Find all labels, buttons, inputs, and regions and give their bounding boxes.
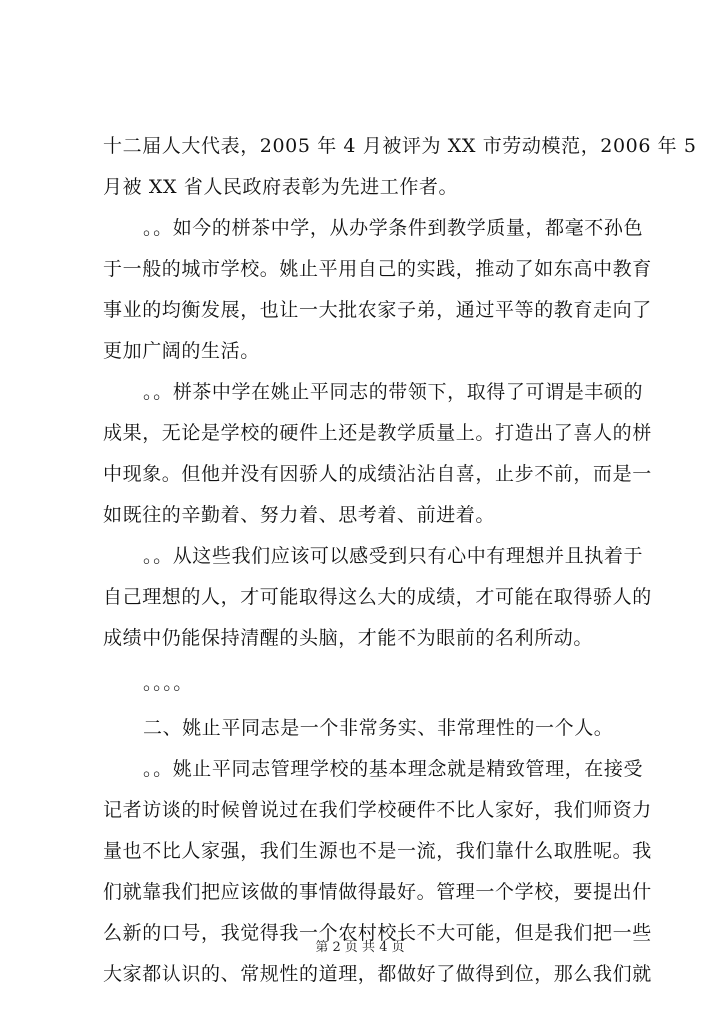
text-line: 么新的口号，我觉得我一个农村校长不大可能，但是我们把一些 bbox=[103, 922, 652, 944]
text-line: 月被 XX 省人民政府表彰为先进工作者。 bbox=[103, 176, 459, 198]
text-line: 。。姚止平同志管理学校的基本理念就是精致管理，在接受 bbox=[143, 758, 644, 780]
text-line: 。。栟茶中学在姚止平同志的带领下，取得了可谓是丰硕的 bbox=[143, 381, 644, 403]
text-line: 。。从这些我们应该可以感受到只有心中有理想并且执着于 bbox=[143, 545, 644, 567]
text-line: 记者访谈的时候曾说过在我们学校硬件不比人家好，我们师资力 bbox=[103, 799, 652, 821]
text-line: 中现象。但他并没有因骄人的成绩沾沾自喜，止步不前，而是一 bbox=[103, 463, 652, 485]
text-line: 更加广阔的生活。 bbox=[103, 340, 260, 362]
text-line: 成绩中仍能保持清醒的头脑，才能不为眼前的名利所动。 bbox=[103, 627, 594, 649]
text-line: 事业的均衡发展，也让一大批农家子弟，通过平等的教育走向了 bbox=[103, 299, 652, 321]
page-number-footer: 第 2 页 共 4 页 bbox=[315, 940, 405, 955]
text-line: 成果，无论是学校的硬件上还是教学质量上。打造出了喜人的栟 bbox=[103, 422, 652, 444]
text-line: 。。。。 bbox=[143, 672, 193, 694]
text-line: 大家都认识的、常规性的道理，都做好了做得到位，那么我们就 bbox=[103, 963, 652, 985]
text-line: 自己理想的人，才可能取得这么大的成绩，才可能在取得骄人的 bbox=[103, 586, 652, 608]
document-body bbox=[103, 134, 697, 1003]
text-line: 。。如今的栟茶中学，从办学条件到教学质量，都毫不孙色 bbox=[143, 217, 644, 239]
text-line: 十二届人大代表，2005 年 4 月被评为 XX 市劳动模范，2006 年 5 bbox=[103, 135, 697, 157]
text-line: 于一般的城市学校。姚止平用自己的实践，推动了如东高中教育 bbox=[103, 258, 652, 280]
text-line: 量也不比人家强，我们生源也不是一流，我们靠什么取胜呢。我 bbox=[103, 840, 652, 862]
text-line: 如既往的辛勤着、努力着、思考着、前进着。 bbox=[103, 504, 496, 526]
text-line: 们就靠我们把应该做的事情做得最好。管理一个学校，要提出什 bbox=[103, 881, 652, 903]
section-heading: 二、姚止平同志是一个非常务实、非常理性的一个人。 bbox=[143, 717, 614, 739]
